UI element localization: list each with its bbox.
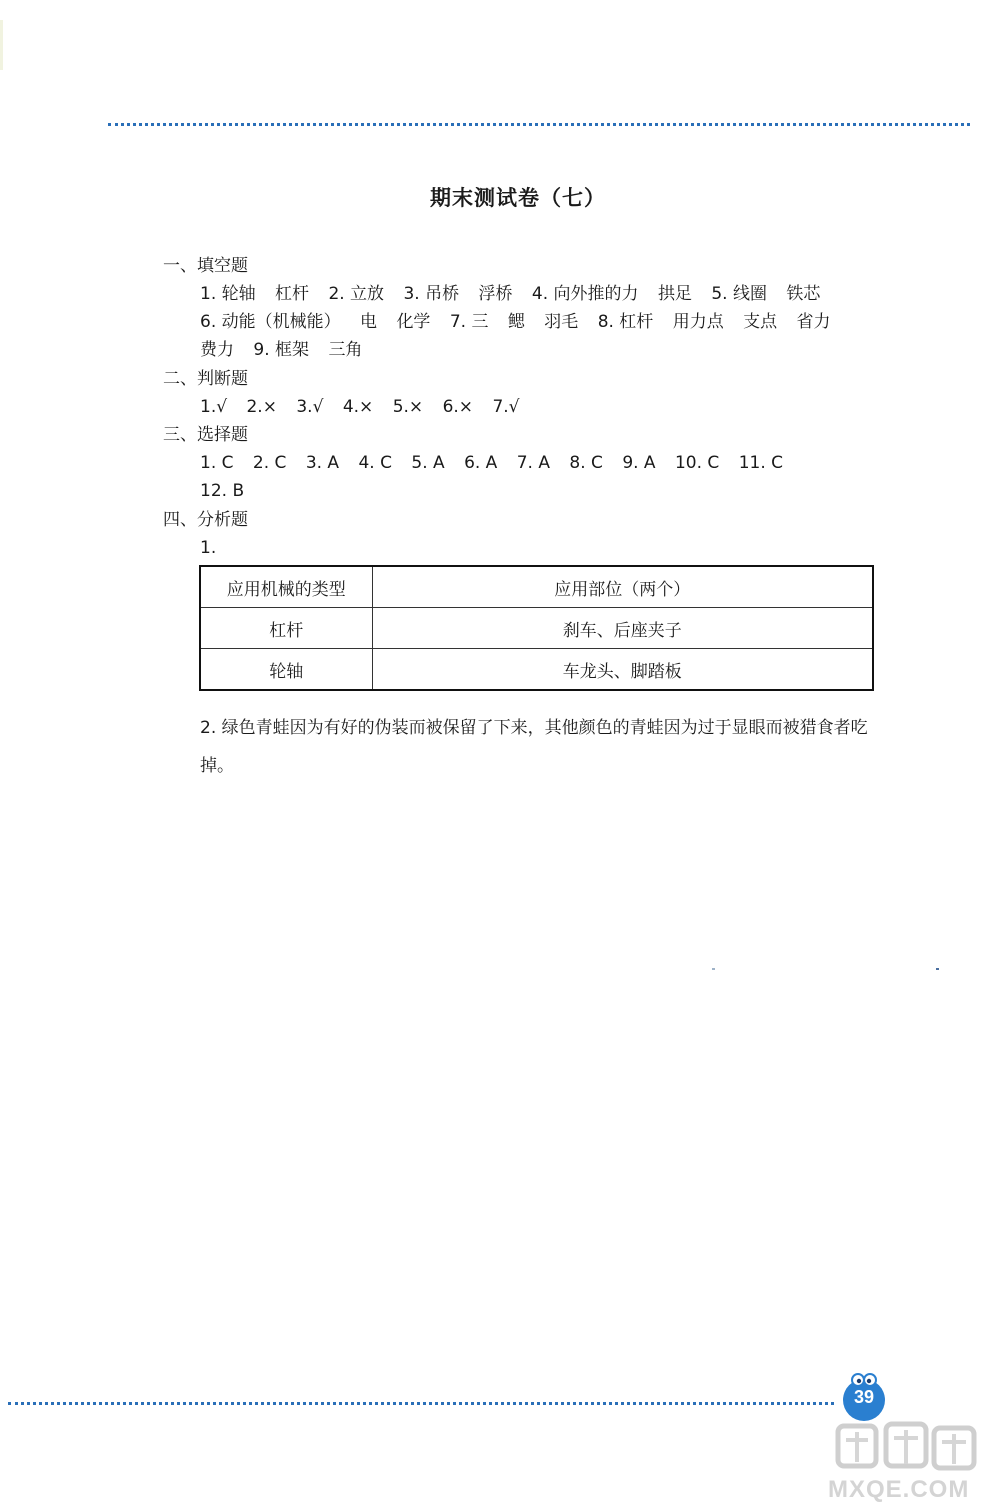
answer-item: 4. C [358, 453, 392, 473]
answer-item: 3. A [305, 453, 340, 473]
choice-answers-line-2 [200, 477, 258, 506]
section-heading-analysis: 四、分析题 [163, 510, 248, 530]
table-cell: 刹车、后座夹子 [372, 608, 873, 649]
machine-application-table [199, 565, 874, 691]
answer-item: 7. A [516, 453, 550, 473]
answer-item: 2. 立放 [328, 284, 385, 304]
answer-item: 2.× [246, 397, 277, 417]
fill-blank-line-2 [200, 308, 845, 337]
section-heading-choice: 三、选择题 [163, 425, 248, 445]
answer-item: 6.× [442, 397, 474, 417]
answer-item: 费力 [200, 340, 234, 360]
table-cell: 轮轴 [200, 649, 372, 691]
table-header-cell: 应用机械的类型 [200, 566, 372, 608]
answer-item: 2. C [252, 453, 287, 473]
choice-answers-line-1 [200, 449, 797, 478]
answer-item: 三角 [328, 340, 363, 360]
answer-item: 5. A [411, 453, 445, 473]
answer-item: 浮桥 [478, 284, 513, 304]
answer-item: 8. C [569, 453, 603, 473]
scan-speck [712, 968, 715, 970]
answer-item: 11. C [738, 453, 784, 473]
page-edge-mark [0, 20, 3, 70]
answer-item: 电 [360, 312, 378, 332]
answer-item: 1. C [200, 453, 234, 473]
answer-item: 7.√ [492, 397, 520, 417]
answer-item: 9. A [622, 453, 656, 473]
answer-item: 鳃 [507, 312, 525, 332]
section-heading-true-false: 二、判断题 [163, 369, 248, 389]
fill-blank-line-3 [200, 336, 376, 365]
answer-item: 3.√ [296, 397, 324, 417]
table-cell: 车龙头、脚踏板 [372, 649, 873, 691]
page-number: 39 [853, 1387, 875, 1407]
true-false-answers [200, 393, 534, 422]
table-header-row [200, 566, 873, 608]
fill-blank-line-1 [200, 280, 834, 309]
table-row [200, 608, 873, 649]
answer-item: 4. 向外推的力 [531, 284, 639, 304]
answer-item: 6. A [464, 453, 498, 473]
answer-item: 拱足 [657, 284, 692, 304]
answer-item: 省力 [796, 312, 831, 332]
answer-item: 铁芯 [786, 284, 821, 304]
table-cell: 杠杆 [200, 608, 372, 649]
section-heading-fill-blank: 一、填空题 [163, 256, 248, 276]
answer-item: 3. 吊桥 [403, 284, 460, 304]
page-title: 期末测试卷（七） [430, 186, 606, 210]
answer-item: 4.× [342, 397, 374, 417]
answer-item: 5. 线圈 [711, 284, 767, 304]
answer-item: 8. 杠杆 [597, 312, 654, 332]
analysis-q2-answer: 2. 绿色青蛙因为有好的伪装而被保留了下来，其他颜色的青蛙因为过于显眼而被猎食者吃掉。 [200, 718, 868, 776]
answer-item: 1.√ [200, 397, 228, 417]
answer-item: 6. 动能（机械能） [200, 312, 341, 332]
table-header-cell: 应用部位（两个） [372, 566, 873, 608]
table-row [200, 649, 873, 691]
answer-item: 羽毛 [544, 312, 579, 332]
answer-item: 10. C [674, 453, 720, 473]
bottom-dotted-rule [8, 1402, 834, 1405]
watermark-text: MXQE.COM [828, 1476, 970, 1503]
answer-item: 支点 [743, 312, 778, 332]
answer-item: 5.× [392, 397, 424, 417]
analysis-q1-label: 1. [200, 538, 217, 558]
answer-item: 12. B [200, 481, 245, 501]
answer-item: 1. 轮轴 [200, 284, 256, 304]
answer-item: 7. 三 [449, 312, 489, 332]
scan-speck [936, 968, 939, 970]
answer-item: 9. 框架 [253, 340, 310, 360]
answer-item: 化学 [396, 312, 431, 332]
answer-item: 杠杆 [275, 284, 310, 304]
answer-item: 用力点 [672, 312, 724, 332]
top-dotted-rule [108, 123, 970, 126]
